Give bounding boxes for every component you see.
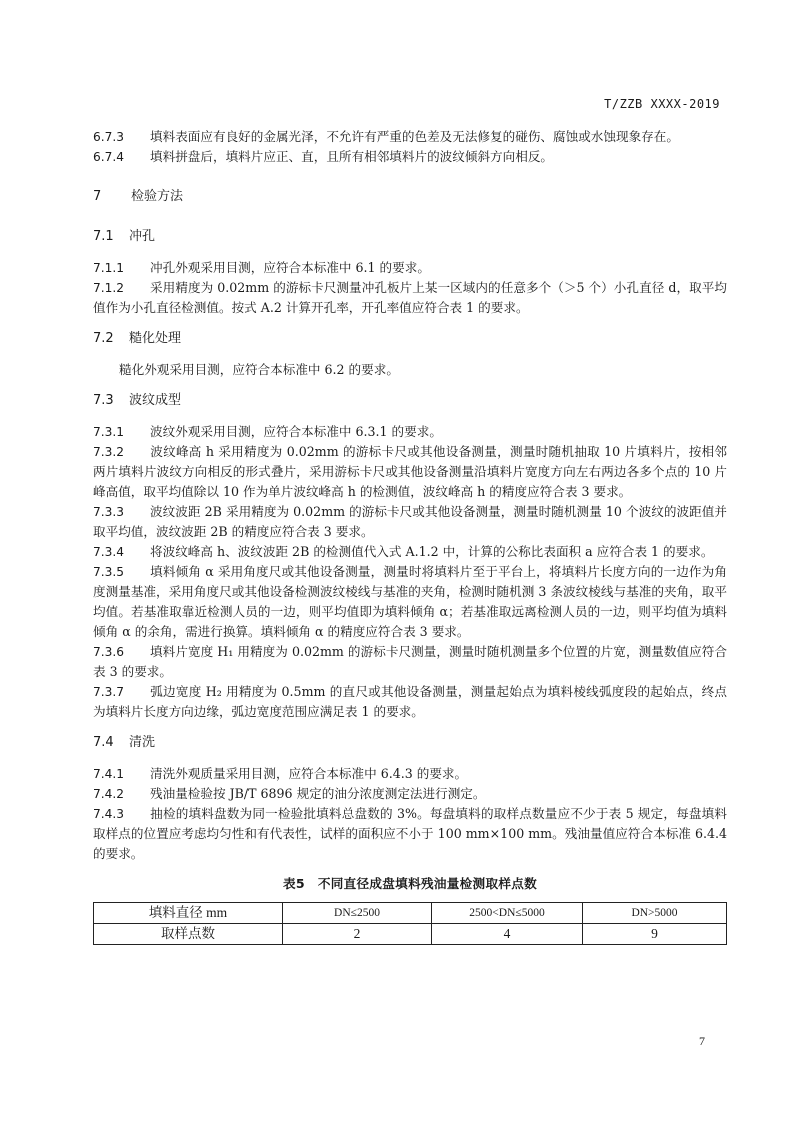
paragraph-7-2: 糙化外观采用目测，应符合本标准中 6.2 的要求。 xyxy=(119,362,399,377)
clause-7-1-2 xyxy=(93,278,727,318)
table-cell: DN>5000 xyxy=(583,903,727,924)
clause-text: 波纹峰高 h 采用精度为 0.02mm 的游标卡尺或其他设备测量，测量时随机抽取 10 片填料片，按相邻两片填料片波纹方向相反的形式叠片，采用游标卡尺或其他设备测量沿填料片宽度方向左右两边各多个点的 10 片峰高值，取平均值除以 10 作为单片波纹峰高 h 的检测值，波纹峰高 h 的精度应符合表 3 要求。 xyxy=(93,444,727,499)
section-title: 波纹成型 xyxy=(129,393,182,408)
section-title: 糙化处理 xyxy=(129,331,182,346)
section-title: 清洗 xyxy=(129,735,156,750)
clause-7-4-1 xyxy=(93,764,727,784)
clause-7-3-7 xyxy=(93,682,727,722)
clause-7-1-1 xyxy=(93,258,727,278)
section-number: 7.2 xyxy=(93,331,114,346)
table-cell: 4 xyxy=(432,924,583,945)
clause-text: 将波纹峰高 h、波纹波距 2B 的检测值代入式 A.1.2 中，计算的公称比表面积 a 应符合表 1 的要求。 xyxy=(150,544,714,559)
table-cell: 2500<DN≤5000 xyxy=(432,903,583,924)
clause-number: 6.7.3 xyxy=(93,130,125,144)
table-cell: 9 xyxy=(583,924,727,945)
section-number: 7.1 xyxy=(93,229,114,244)
clause-number: 7.3.6 xyxy=(93,645,125,659)
clause-number: 7.3.1 xyxy=(93,425,125,439)
section-7-1-heading xyxy=(93,227,727,247)
section-7-heading xyxy=(93,187,727,207)
clause-7-3-4 xyxy=(93,542,727,562)
clause-7-4-3 xyxy=(93,804,727,864)
clause-number: 7.4.2 xyxy=(93,787,125,801)
section-number: 7.4 xyxy=(93,735,114,750)
clause-text: 波纹波距 2B 采用精度为 0.02mm 的游标卡尺或其他设备测量，测量时随机测量 10 个波纹的波距值并取平均值，波纹波距 2B 的精度应符合表 3 要求。 xyxy=(93,504,727,539)
table-5-caption: 表5 不同直径成盘填料残油量检测取样点数 xyxy=(282,876,538,891)
section-number: 7.3 xyxy=(93,393,114,408)
clause-text: 清洗外观质量采用目测，应符合本标准中 6.4.3 的要求。 xyxy=(150,766,468,781)
table-cell: 填料直径 mm xyxy=(94,903,283,924)
clause-7-4-2 xyxy=(93,784,727,804)
clause-text: 冲孔外观采用目测，应符合本标准中 6.1 的要求。 xyxy=(150,260,430,275)
clause-number: 7.3.7 xyxy=(93,685,125,699)
clause-text: 采用精度为 0.02mm 的游标卡尺测量冲孔板片上某一区域内的任意多个（＞5 个）小孔直径 d，取平均值作为小孔直径检测值。按式 A.2 计算开孔率，开孔率值应符合表 1 的要求。 xyxy=(93,280,727,315)
clause-text: 填料片宽度 H₁ 用精度为 0.02mm 的游标卡尺测量，测量时随机测量多个位置的片宽，测量数值应符合表 3 的要求。 xyxy=(93,644,727,679)
table-5 xyxy=(93,902,727,945)
clause-7-3-6 xyxy=(93,642,727,682)
clause-text: 波纹外观采用目测，应符合本标准中 6.3.1 的要求。 xyxy=(150,424,442,439)
section-7-3-heading xyxy=(93,391,727,411)
clause-text: 填料倾角 α 采用角度尺或其他设备测量，测量时将填料片至于平台上，将填料片长度方向的一边作为角度测量基准，采用角度尺或其他设备检测波纹棱线与基准的夹角，检测时随机测 3 条波纹棱线与基准的夹角，取平均值。若基准取靠近检测人员的一边，则平均值即为填料倾角 α；若基准取远离检测人员的一边，则平均值为填料倾角 α 的余角，需进行换算。填料倾角 α 的精度应符合表 3 要求。 xyxy=(93,564,727,639)
table-cell: 2 xyxy=(283,924,432,945)
clause-number: 6.7.4 xyxy=(93,150,125,164)
clause-number: 7.4.3 xyxy=(93,807,125,821)
clause-6-7-3 xyxy=(93,127,727,147)
clause-number: 7.3.2 xyxy=(93,445,125,459)
table-cell: DN≤2500 xyxy=(283,903,432,924)
section-7-2-heading xyxy=(93,329,727,349)
document-code: T/ZZB XXXX-2019 xyxy=(604,97,720,111)
table-cell: 取样点数 xyxy=(94,924,283,945)
section-title: 冲孔 xyxy=(129,229,156,244)
section-7-4-heading xyxy=(93,733,727,753)
clause-number: 7.3.5 xyxy=(93,565,125,579)
clause-7-3-3 xyxy=(93,502,727,542)
clause-6-7-4 xyxy=(93,147,727,167)
page-number: 7 xyxy=(699,1034,705,1048)
clause-number: 7.3.4 xyxy=(93,545,125,559)
section-number: 7 xyxy=(93,189,102,204)
clause-7-3-5 xyxy=(93,562,727,642)
clause-number: 7.1.2 xyxy=(93,281,125,295)
page-body xyxy=(93,127,727,945)
clause-text: 弧边宽度 H₂ 用精度为 0.5mm 的直尺或其他设备测量，测量起始点为填料棱线弧度段的起始点，终点为填料片长度方向边缘，弧边宽度范围应满足表 1 的要求。 xyxy=(93,684,727,719)
clause-7-3-1 xyxy=(93,422,727,442)
table-row xyxy=(94,924,727,945)
table-row xyxy=(94,903,727,924)
clause-text: 填料表面应有良好的金属光泽，不允许有严重的色差及无法修复的碰伤、腐蚀或水蚀现象存在。 xyxy=(150,129,679,144)
clause-text: 抽检的填料盘数为同一检验批填料总盘数的 3%。每盘填料的取样点数量应不少于表 5 规定，每盘填料取样点的位置应考虑均匀性和有代表性，试样的面积应不小于 100 mm×100 mm。残油量值应符合本标准 6.4.4 的要求。 xyxy=(93,806,727,861)
section-title: 检验方法 xyxy=(131,189,184,204)
clause-number: 7.1.1 xyxy=(93,261,125,275)
clause-number: 7.4.1 xyxy=(93,767,125,781)
clause-text: 残油量检验按 JB/T 6896 规定的油分浓度测定法进行测定。 xyxy=(150,786,486,801)
clause-7-3-2 xyxy=(93,442,727,502)
clause-text: 填料拼盘后，填料片应正、直，且所有相邻填料片的波纹倾斜方向相反。 xyxy=(150,149,553,164)
clause-number: 7.3.3 xyxy=(93,505,125,519)
